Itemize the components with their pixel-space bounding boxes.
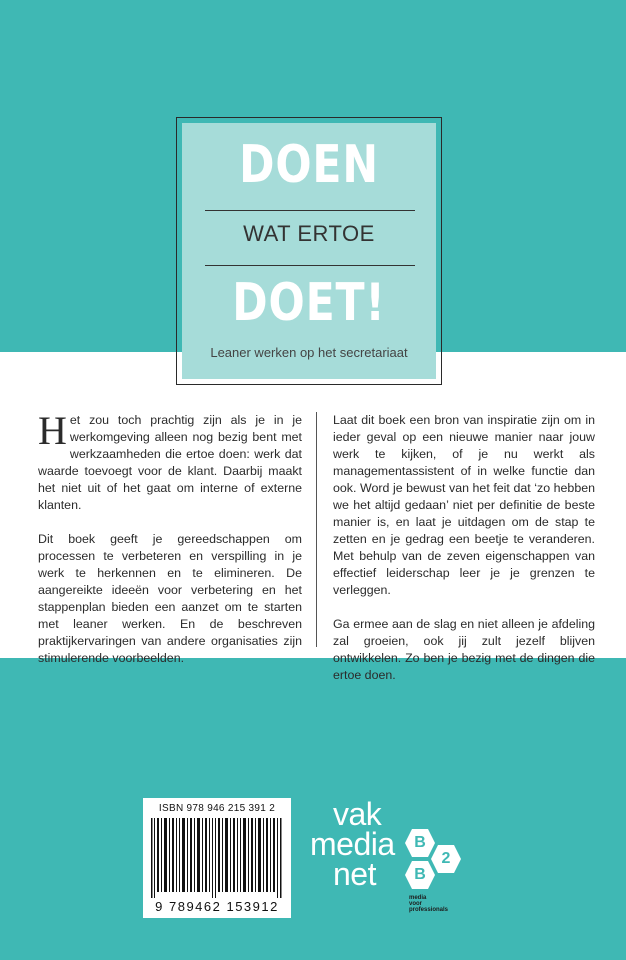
title-rule-bottom	[205, 265, 415, 266]
column-divider	[316, 412, 317, 647]
logo-tagline-2: voor	[409, 901, 423, 907]
hex-letter-b-top: B	[414, 834, 426, 851]
left-paragraph-1	[38, 408, 302, 514]
title-line-1: DOEN	[239, 135, 379, 195]
isbn-label: ISBN 978 946 215 391 2	[158, 803, 276, 814]
right-paragraph-2: Ga ermee aan de slag en niet alleen je afdeling zal groeien, ook jij zult jezelf blijven ontwikkelen. Zo ben je bezig met de dingen die ertoe doen.	[333, 617, 595, 682]
text-column-left	[38, 408, 302, 684]
left-paragraph-1-text: et zou toch prachtig zijn als je in je werkomgeving alleen nog bezig bent met werkzaamheden die ertoe doen: werk dat waarde toevoegt voor de klant. Daarbij maakt het niet uit of het gaat om interne of externe klanten.	[38, 413, 302, 512]
hex-letter-2: 2	[441, 850, 451, 867]
logo-tagline-1: media	[409, 895, 427, 901]
text-column-right	[333, 412, 595, 701]
barcode-bars	[149, 818, 285, 898]
book-subtitle: Leaner werken op het secretariaat	[210, 345, 408, 360]
title-line-2: WAT ERTOE	[243, 221, 375, 246]
logo-tagline-3: professionals	[409, 907, 449, 913]
left-paragraph-2: Dit boek geeft je gereedschappen om processen te verbeteren en verspilling in je werk te herkennen en te elimineren. De aangereikte ideeën voor verbetering en het stappenplan bieden een aanzet om te starten met leaner werken. En de beschreven praktijkervaringen van andere organisaties zijn stimulerende voorbeelden.	[38, 532, 302, 665]
hex-letter-b-bottom: B	[414, 866, 426, 883]
publisher-logo	[308, 796, 498, 920]
right-paragraph-1: Laat dit boek een bron van inspiratie zijn om in ieder geval op een nieuwe manier naar jouw werk te kijken, of je nu werkt als managementassistent of in welke functie dan ook. Word je bewust van het feit dat ‘zo hebben we het altijd gedaan’ niet per definitie de beste manier is, en laat je uitdagen om de stap te zetten en je gedrag een beetje te veranderen. Met behulp van de zeven eigenschappen van effectief leiderschap leer je je grenzen te verleggen.	[333, 413, 595, 597]
title-line-3: DOET!	[232, 273, 386, 333]
barcode	[143, 798, 291, 918]
logo-word-media: media	[310, 826, 395, 862]
barcode-digits: 9 789462 153912	[155, 899, 279, 914]
logo-word-vak: vak	[333, 796, 382, 832]
drop-cap: H	[38, 408, 67, 453]
title-rule-top	[205, 210, 415, 211]
title-box	[182, 123, 436, 379]
logo-word-net: net	[333, 856, 376, 892]
logo-tagline	[409, 895, 448, 913]
